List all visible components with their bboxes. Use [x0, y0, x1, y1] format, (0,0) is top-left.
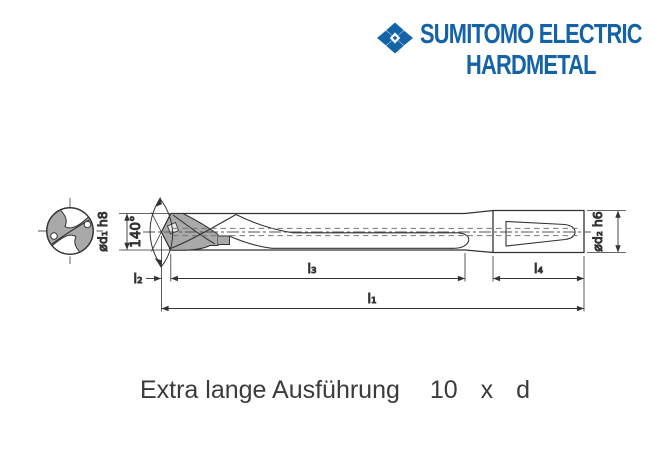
label-overall-length: l₁: [367, 291, 377, 307]
caption-size-ratio: 10 x d: [429, 376, 530, 404]
brand-line1: SUMITOMO ELECTRIC: [420, 18, 642, 49]
end-view: [38, 198, 103, 264]
shank-clamp-surface: [506, 222, 575, 247]
side-view: [143, 211, 591, 253]
caption-text: Extra lange Ausführung: [139, 376, 400, 404]
flute-lines: [229, 215, 469, 249]
shank-diameter-dimension: [587, 211, 626, 253]
label-front-diameter: ød₁ h8: [95, 211, 110, 252]
label-flute-length: l₃: [307, 261, 317, 277]
brand-line2: HARDMETAL: [466, 49, 596, 80]
label-shank-length: l₄: [533, 261, 544, 277]
label-point-angle: 140°: [128, 215, 144, 248]
label-point-length: l₂: [133, 271, 143, 287]
caption: [0, 376, 670, 405]
label-shank-diameter: ød₂ h6: [590, 211, 605, 252]
